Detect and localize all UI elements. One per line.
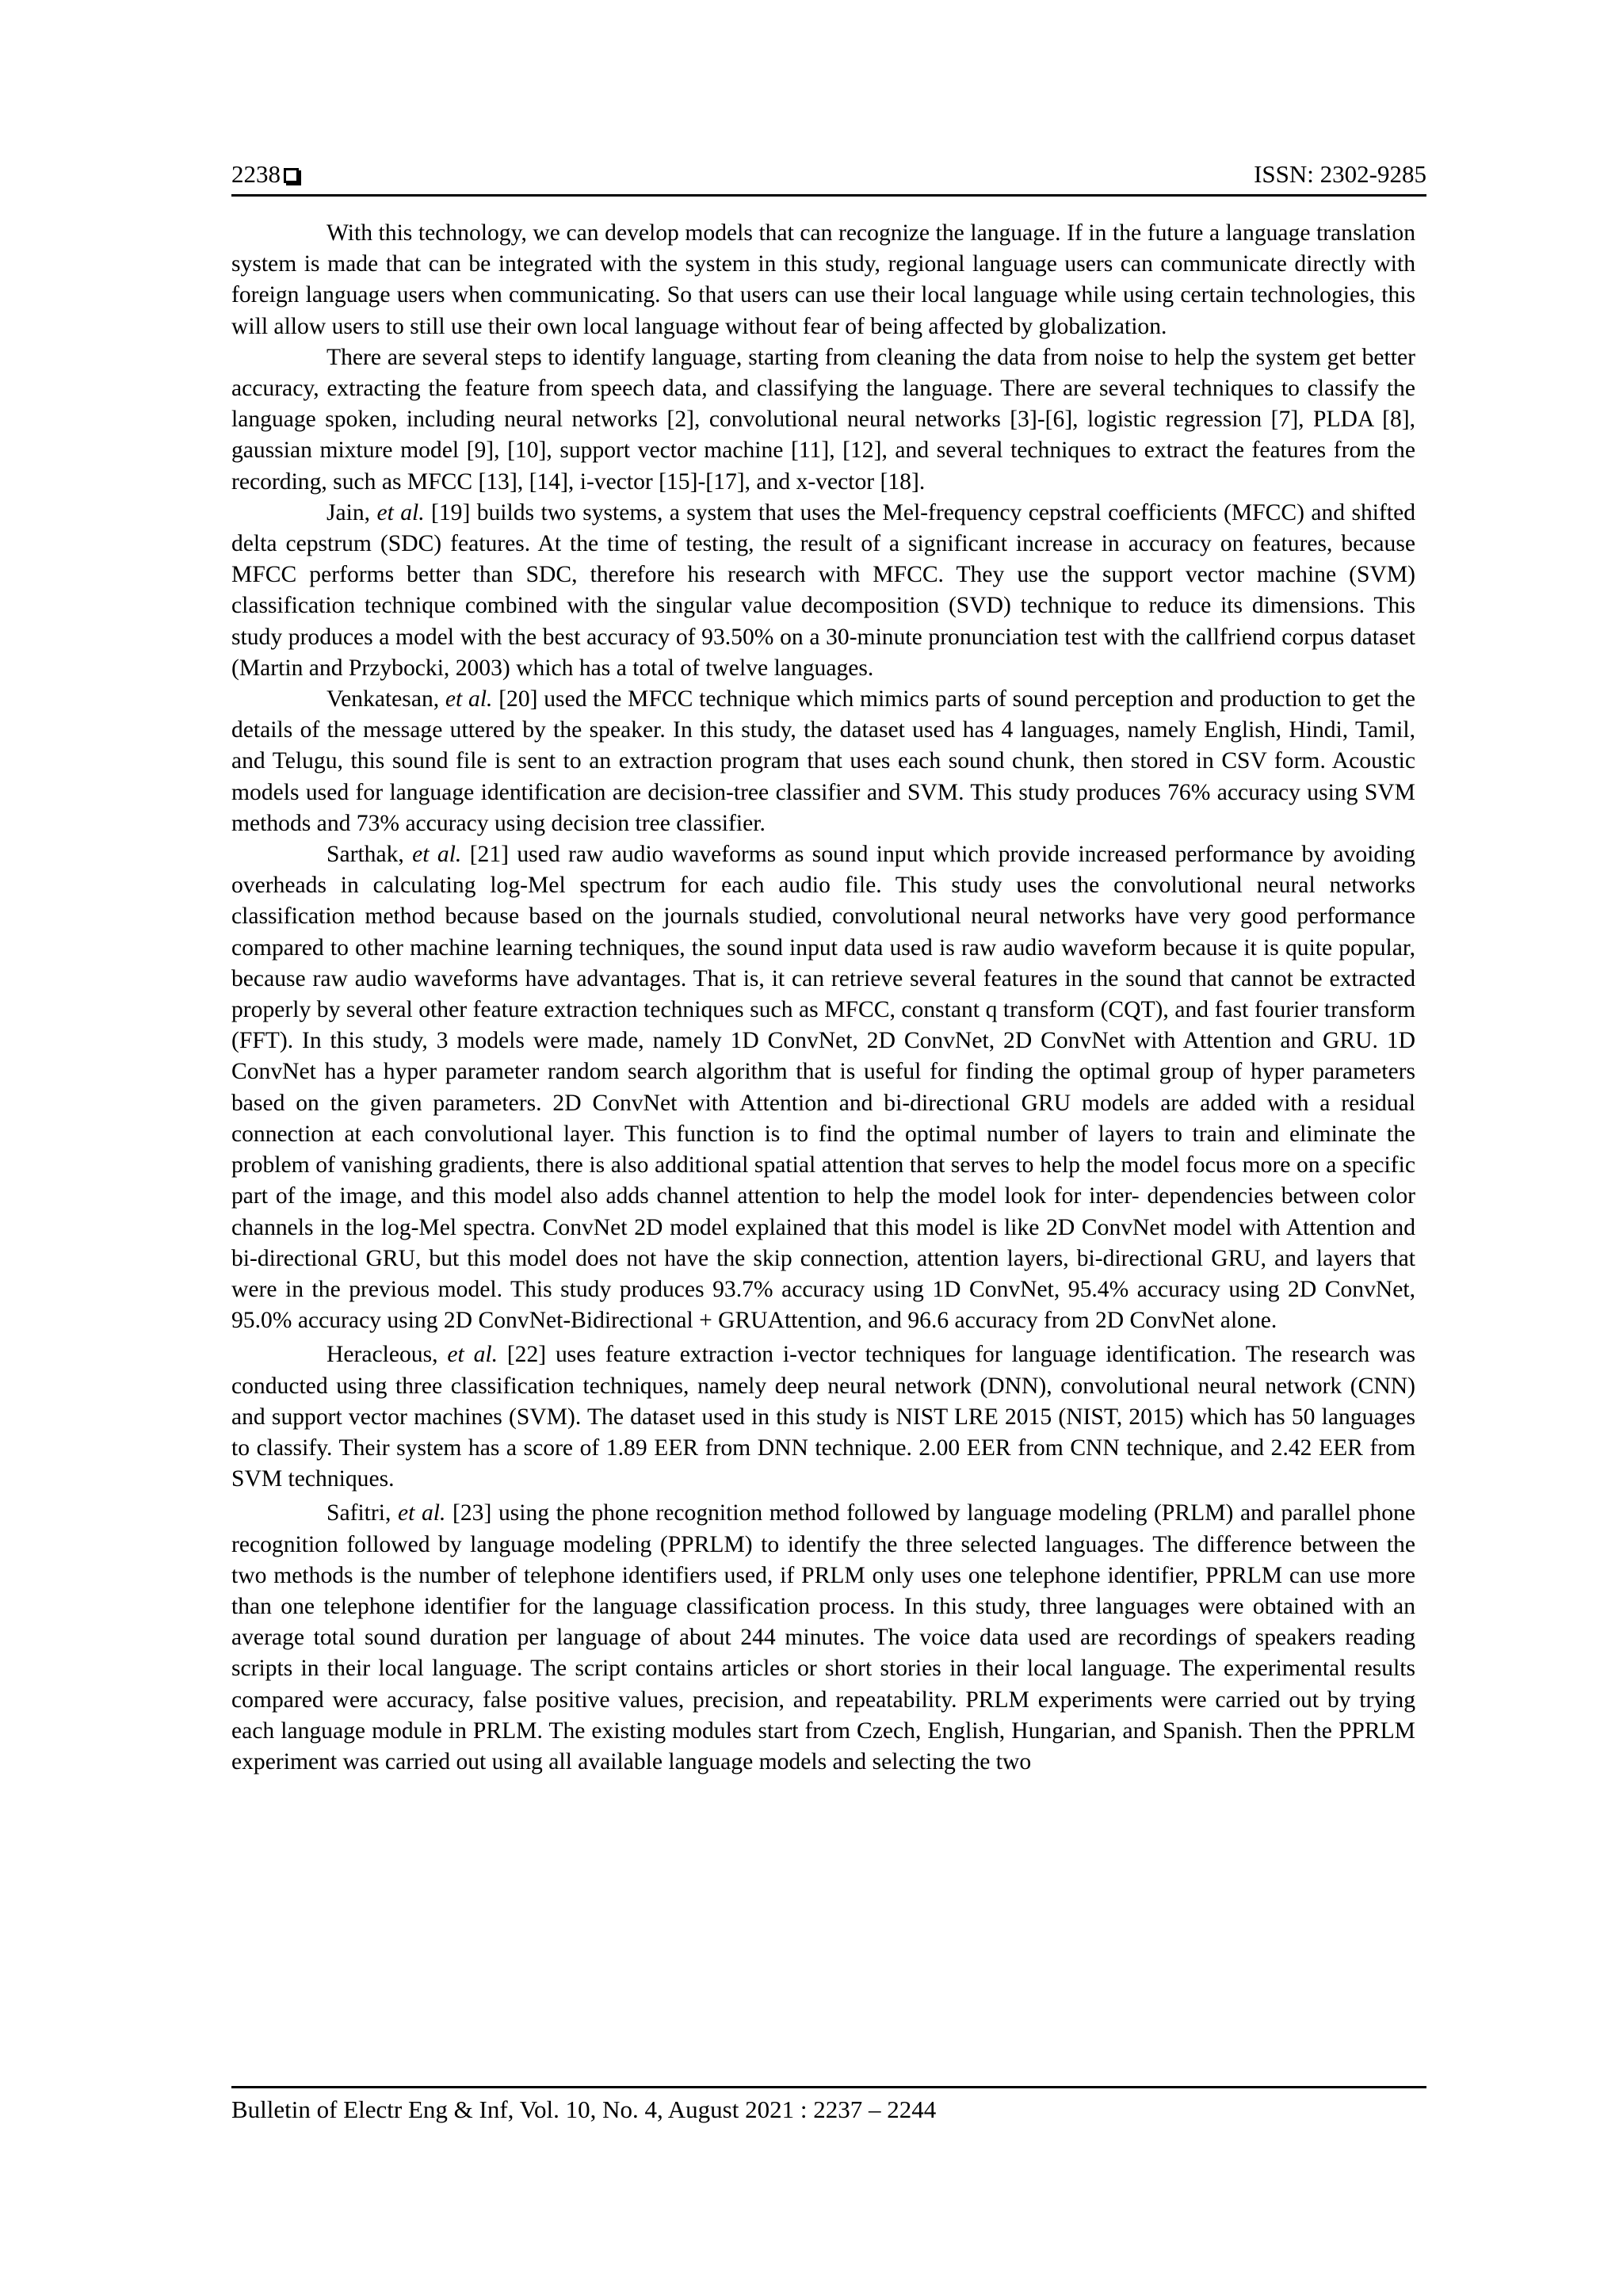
et-al: et al. <box>447 1342 498 1368</box>
paragraph-text: [22] uses feature extraction i-vector techniques for language identification. The research was conducted using three classification techniques, namely deep neural network (DNN), convolutional neural network (CNN) and support vector machines (SVM). The dataset used in this study is NIST LRE 2015 (NIST, 2015) which has 50 languages to classify. Their system has a score of 1.89 EER from DNN technique. 2.00 EER from CNN technique, and 2.42 EER from SVM techniques. <box>231 1342 1415 1492</box>
paragraph-1 <box>231 218 1415 342</box>
footer-rule <box>231 2086 1426 2088</box>
paragraph-text: [21] used raw audio waveforms as sound input which provide increased performance by avoiding overheads in calculating log-Mel spectrum for each audio file. This study uses the convolutional neural networks classification method because based on the journals studied, convolutional neural networks have very good performance compared to other machine learning techniques, the sound input data used is raw audio waveform because it is quite popular, because raw audio waveforms have advantages. That is, it can retrieve several features in the sound that cannot be extracted properly by several other feature extraction techniques such as MFCC, constant q transform (CQT), and fast fourier transform (FFT). In this study, 3 models were made, namely 1D ConvNet, 2D ConvNet, 2D ConvNet with Attention and GRU. 1D ConvNet has a hyper parameter random search algorithm that is useful for finding the optimal group of hyper parameters based on the given parameters. 2D ConvNet with Attention and bi-directional GRU models are added with a residual connection at each convolutional layer. This function is to find the optimal number of layers to train and eliminate the problem of vanishing gradients, there is also additional spatial attention that serves to help the model focus more on a specific part of the image, and this model also adds channel attention to help the model look for inter- dependencies between color channels in the log-Mel spectra. ConvNet 2D model explained that this model is like 2D ConvNet model with Attention and bi-directional GRU, but this model does not have the skip connection, attention layers, bi-directional GRU, and layers that were in the previous model. This study produces 93.7% accuracy using 1D ConvNet, 95.4% accuracy using 2D ConvNet, 95.0% accuracy using 2D ConvNet-Bidirectional + GRUAttention, and 96.6 accuracy from 2D ConvNet alone. <box>231 842 1415 1334</box>
footer-citation: Bulletin of Electr Eng & Inf, Vol. 10, No. 4, August 2021 : 2237 – 2244 <box>231 2095 937 2123</box>
et-al: et al. <box>398 1500 446 1526</box>
paragraph-lead: Venkatesan, <box>327 686 445 712</box>
paragraph-text: [23] using the phone recognition method followed by language modeling (PRLM) and parallel phone recognition followed by language modeling (PPRLM) to identify the three selected languages. The difference between the two methods is the number of telephone identifiers used, if PRLM only uses one telephone identifier, PPRLM can use more than one telephone identifier for the language classification process. In this study, three languages were obtained with an average total sound duration per language of about 244 minutes. The voice data used are recordings of speakers reading scripts in their local language. The script contains articles or short stories in their local language. The experimental results compared were accuracy, false positive values, precision, and repeatability. PRLM experiments were carried out by trying each language module in PRLM. The existing modules start from Czech, English, Hungarian, and Spanish. Then the PPRLM experiment was carried out using all available language models and selecting the two <box>231 1500 1415 1775</box>
issn: ISSN: 2302-9285 <box>1254 160 1426 188</box>
paragraph-text: With this technology, we can develop models that can recognize the language. If in the future a language translation system is made that can be integrated with the system in this study, regional language users can communicate directly with foreign language users when communicating. So that users can use their local language while using certain technologies, this will allow users to still use their own local language without fear of being affected by globalization. <box>231 220 1415 339</box>
paragraph-4 <box>231 684 1415 839</box>
paragraph-lead: Safitri, <box>327 1500 398 1526</box>
running-header <box>231 157 1426 192</box>
paragraph-text: [20] used the MFCC technique which mimics parts of sound perception and production to get the details of the message uttered by the speaker. In this study, the dataset used has 4 languages, namely English, Hindi, Tamil, and Telugu, this sound file is sent to an extraction program that uses each sound chunk, then stored in CSV form. Acoustic models used for language identification are decision-tree classifier and SVM. This study produces 76% accuracy using SVM methods and 73% accuracy using decision tree classifier. <box>231 686 1415 836</box>
paragraph-7 <box>231 1498 1415 1778</box>
paragraph-2 <box>231 342 1415 498</box>
paragraph-3 <box>231 498 1415 684</box>
body-text <box>231 218 1415 1778</box>
paragraph-lead: Heracleous, <box>327 1342 448 1368</box>
square-bullet-icon <box>284 168 299 183</box>
et-al: et al. <box>445 686 493 712</box>
et-al: et al. <box>412 842 462 868</box>
et-al: et al. <box>376 499 425 525</box>
header-rule <box>231 194 1426 197</box>
paragraph-text: There are several steps to identify language, starting from cleaning the data from noise to help the system get better accuracy, extracting the feature from speech data, and classifying the language. There are several techniques to classify the language spoken, including neural networks [2], convolutional neural networks [3]-[6], logistic regression [7], PLDA [8], gaussian mixture model [9], [10], support vector machine [11], [12], and several techniques to extract the features from the recording, such as MFCC [13], [14], i-vector [15]-[17], and x-vector [18]. <box>231 344 1415 495</box>
paragraph-lead: Jain, <box>327 499 377 525</box>
page-number: 2238 <box>231 160 281 188</box>
paragraph-5 <box>231 839 1415 1336</box>
paragraph-text: [19] builds two systems, a system that uses the Mel-frequency cepstral coefficients (MFCC) and shifted delta cepstrum (SDC) features. At the time of testing, the result of a significant increase in accuracy on features, because MFCC performs better than SDC, therefore his research with MFCC. They use the support vector machine (SVM) classification technique combined with the singular value decomposition (SVD) technique to reduce its dimensions. This study produces a model with the best accuracy of 93.50% on a 30-minute pronunciation test with the callfriend corpus dataset (Martin and Przybocki, 2003) which has a total of twelve languages. <box>231 499 1416 681</box>
paragraph-lead: Sarthak, <box>327 842 413 868</box>
page-number-group <box>231 157 299 192</box>
paragraph-6 <box>231 1339 1415 1495</box>
